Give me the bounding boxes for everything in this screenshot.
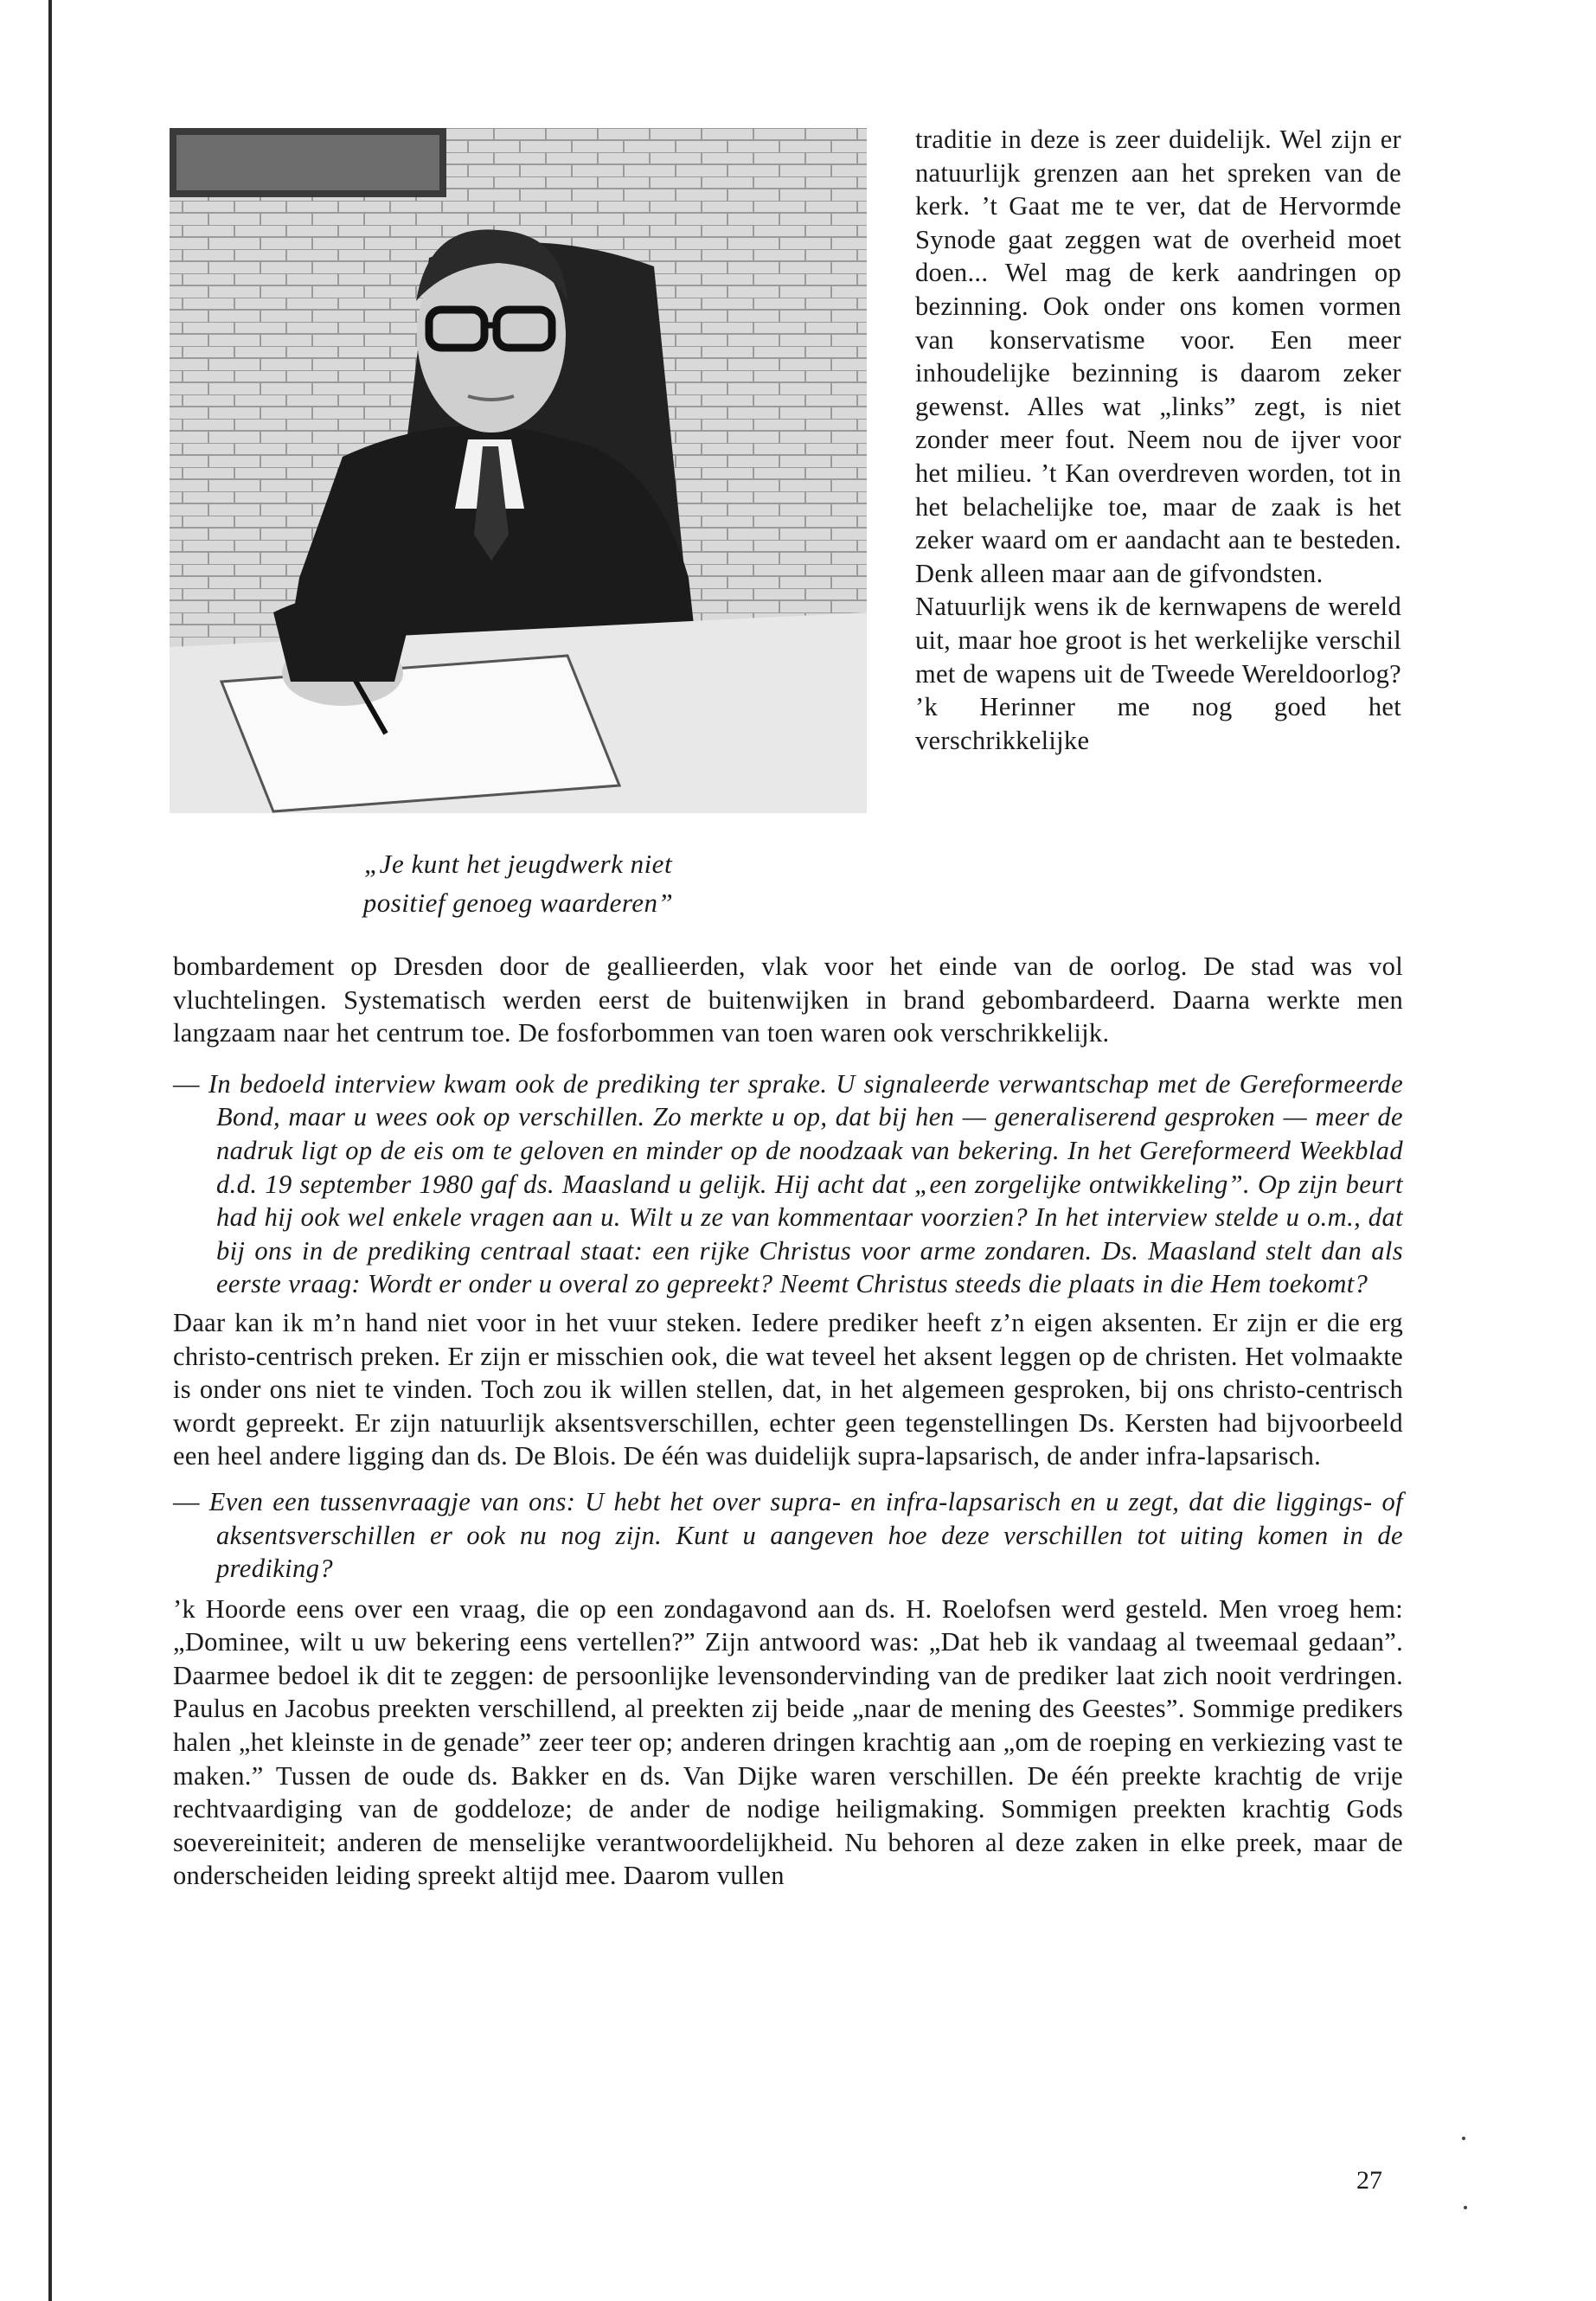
scan-edge-line [48, 0, 52, 2301]
question-tussenvraag-text: Even een tussenvraagje van ons: U hebt het over supra- en infra-lapsarisch en u zegt, dat die liggings- of aksentsverschillen er ook nu nog zijn. Kunt u aangeven hoe deze verschillen tot uiting komen in de prediking? [208, 1486, 1403, 1584]
full-width-body [173, 950, 1403, 1893]
scan-mark [1462, 2137, 1465, 2140]
scan-mark [1464, 2206, 1467, 2209]
caption-line-1: „Je kunt het jeugdwerk niet [363, 849, 673, 879]
question-tussenvraag [173, 1485, 1403, 1586]
paragraph-dresden: bombardement op Dresden door de geallieerden, vlak voor het einde van de oorlog. De stad was vol vluchtelingen. Systematisch werden eerst de buitenwijken in brand gebombardeerd. Daarna werkte men langzaam naar het centrum toe. De fosforbommen van toen waren ook verschrikkelijk. [173, 952, 1403, 1048]
question-prediking-text: In bedoeld interview kwam ook de prediking ter sprake. U signaleerde verwantschap met de Gereformeerde Bond, maar u wees ook op verschillen. Zo merkte u op, dat bij hen — generaliserend gesproken — meer de nadruk ligt op de eis om te geloven en minder op de noodzaak van bekering. In het Gereformeerd Weekblad d.d. 19 september 1980 gaf ds. Maasland u gelijk. Hij acht dat „een zorgelijke ontwikkeling”. Op zijn beurt had hij ook wel enkele vragen aan u. Wilt u ze van kommentaar voorzien? In het interview stelde u o.m., dat bij ons in de prediking centraal staat: een rijke Christus voor arme zondaren. Ds. Maasland stelt dan als eerste vraag: Wordt er onder u overal zo gepreekt? Neemt Christus steeds die plaats in die Hem toekomt? [208, 1068, 1404, 1299]
photo-caption [170, 844, 867, 922]
portrait-photo [170, 128, 867, 813]
answer-roelofsen: ’k Hoorde eens over een vraag, die op een zondagavond aan ds. H. Roelofsen werd gesteld. Men vroeg hem: „Dominee, wilt u uw bekering eens vertellen?” Zijn antwoord was: „Dat heb ik vandaag al tweemaal gedaan”. Daarmee bedoel ik dit te zeggen: de persoonlijke levensondervinding van de prediker laat zich nooit verdringen. Paulus en Jacobus preekten verschillend, al preekten zij beide „naar de mening des Geestes”. Sommige predikers halen „het kleinste in de genade” zeer teer op; anderen dringen krachtig aan „om de roeping en verkiezing vast te maken.” Tussen de oude ds. Bakker en ds. Van Dijke waren verschillen. De één preekte krachtig de vrije rechtvaardiging van de goddeloze; de ander de nodige heiligmaking. Sommigen preekten krachtig Gods soevereiniteit; anderen de menselijke verantwoordelijkheid. Nu behoren al deze zaken in elke preek, maar de onderscheiden leiding spreekt altijd mee. Daarom vullen [173, 1593, 1403, 1891]
paragraph-kernwapens: Natuurlijk wens ik de kernwapens de wereld uit, maar hoe groot is het werkelijke verschil met de wapens uit de Tweede Wereldoorlog? ’k Herinner me nog goed het verschrikkelijke [915, 592, 1401, 755]
caption-line-2: positief genoeg waarderen” [362, 888, 674, 918]
question-dash: — [173, 1486, 200, 1516]
question-dash: — [173, 1068, 200, 1099]
question-prediking [173, 1067, 1403, 1301]
page-number: 27 [1356, 2166, 1382, 2195]
answer-christocentrisch: Daar kan ik m’n hand niet voor in het vuur steken. Iedere prediker heeft z’n eigen aksenten. Er zijn er die erg christo-centrisch preken. Er zijn er misschien ook, die wat teveel het aksent leggen op de christen. Het volmaakte is onder ons niet te vinden. Toch zou ik willen stellen, dat, in het algemeen gesproken, bij ons christo-centrisch wordt gepreekt. Er zijn natuurlijk aksentsverschillen, echter geen tegenstellingen Ds. Kersten had bijvoorbeeld een heel andere ligging dan ds. De Blois. De één was duidelijk supra-lapsarisch, de ander infra-lapsarisch. [173, 1307, 1403, 1471]
right-column-text [915, 123, 1401, 757]
paragraph-tradition: traditie in deze is zeer duidelijk. Wel zijn er natuurlijk grenzen aan het spreken van de kerk. ’t Gaat me te ver, dat de Hervormde Synode gaat zeggen wat de overheid moet doen... Wel mag de kerk aandringen op bezinning. Ook onder ons komen vormen van konservatisme voor. Een meer inhoudelijke bezinning is daarom zeker gewenst. Alles wat „links” zegt, is niet zonder meer fout. Neem nou de ijver voor het milieu. ’t Kan overdreven worden, tot in het belachelijke toe, maar de zaak is het zeker waard om er aandacht aan te besteden. Denk alleen maar aan de gifvondsten. [915, 125, 1401, 588]
